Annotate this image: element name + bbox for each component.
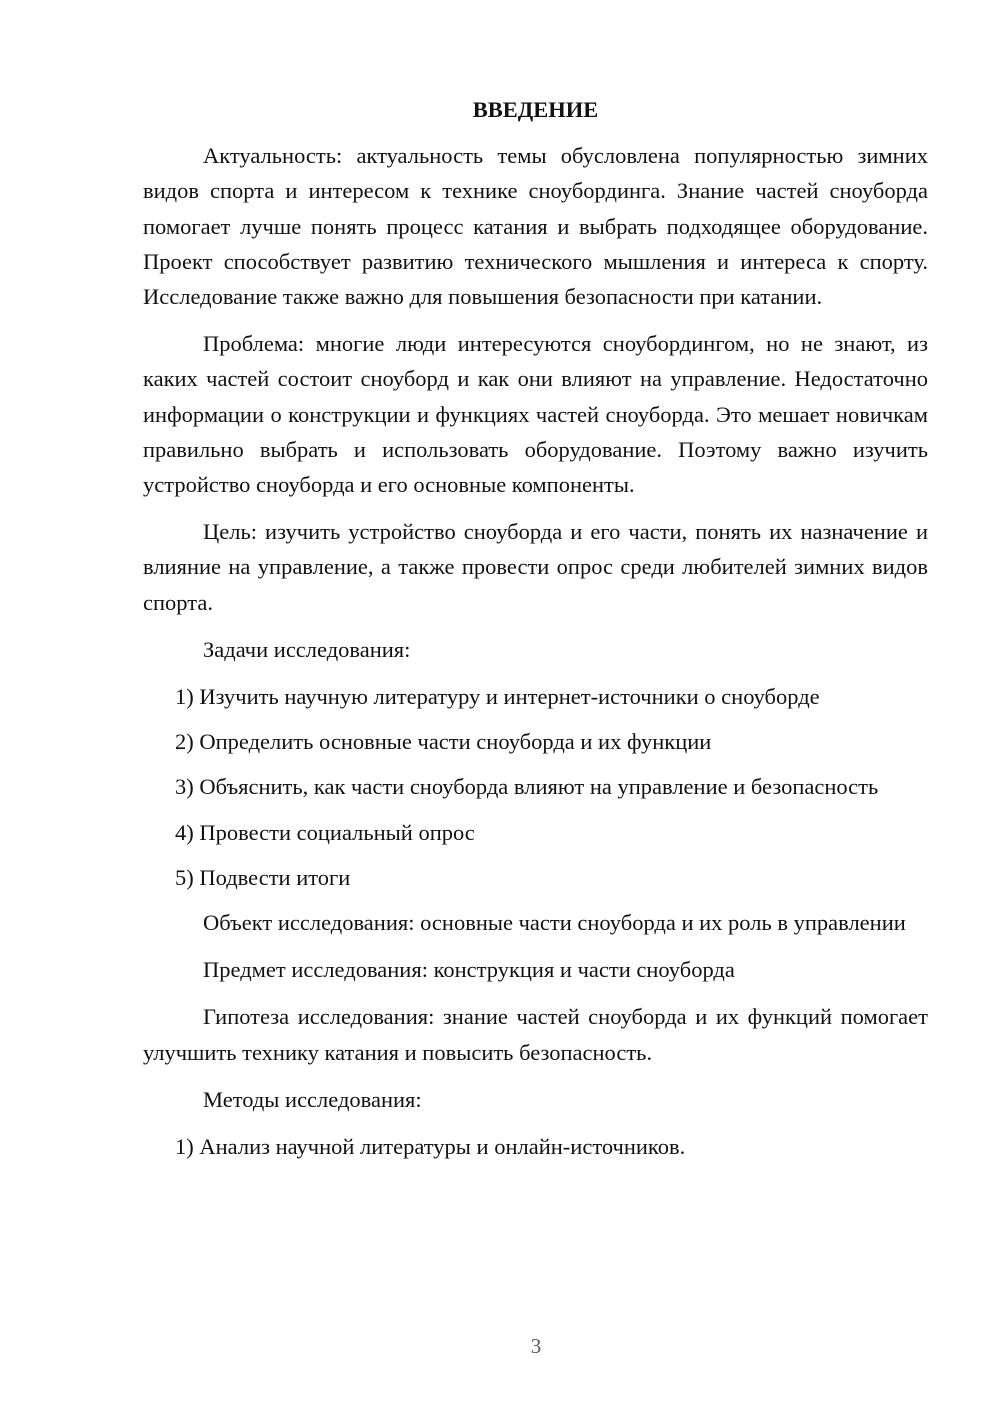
paragraph-relevance: Актуальность: актуальность темы обусловлена популярностью зимних видов спорта и интересом к технике сноубординга. Знание частей сноуборда помогает лучше понять процесс катания и выбрать подходящее оборудование. Проект способствует развитию технического мышления и интереса к спорту. Исследование также важно для повышения безопасности при катании.: [143, 143, 928, 310]
tasks-heading: Задачи исследования:: [203, 636, 411, 662]
task-item-4: 4) Провести социальный опрос: [175, 819, 475, 845]
section-title: ВВЕДЕНИЕ: [472, 97, 599, 122]
method-item-1: 1) Анализ научной литературы и онлайн-источников.: [175, 1134, 686, 1160]
paragraph-hypothesis: Гипотеза исследования: знание частей сноуборда и их функций помогает улучшить технику катания и повысить безопасность.: [143, 1004, 928, 1065]
page-body: [143, 92, 928, 1174]
task-item-5: 5) Подвести итоги: [175, 864, 351, 890]
paragraph-problem: Проблема: многие люди интересуются сноубордингом, но не знают, из каких частей состоит сноуборд и как они влияют на управление. Недостаточно информации о конструкции и функциях частей сноуборда. Это мешает новичкам правильно выбрать и использовать оборудование. Поэтому важно изучить устройство сноуборда и его основные компоненты.: [143, 331, 928, 498]
methods-heading: Методы исследования:: [203, 1086, 422, 1112]
task-item-1: 1) Изучить научную литературу и интернет-источники о сноуборде: [175, 684, 820, 710]
paragraph-object: Объект исследования: основные части сноуборда и их роль в управлении: [203, 910, 906, 936]
paragraph-goal: Цель: изучить устройство сноуборда и его части, понять их назначение и влияние на управление, а также провести опрос среди любителей зимних видов спорта.: [143, 519, 928, 615]
task-item-2: 2) Определить основные части сноуборда и их функции: [175, 729, 712, 755]
paragraph-subject: Предмет исследования: конструкция и части сноуборда: [203, 957, 735, 983]
task-item-3: 3) Объяснить, как части сноуборда влияют на управление и безопасность: [175, 774, 879, 800]
page-number: 3: [530, 1334, 542, 1358]
